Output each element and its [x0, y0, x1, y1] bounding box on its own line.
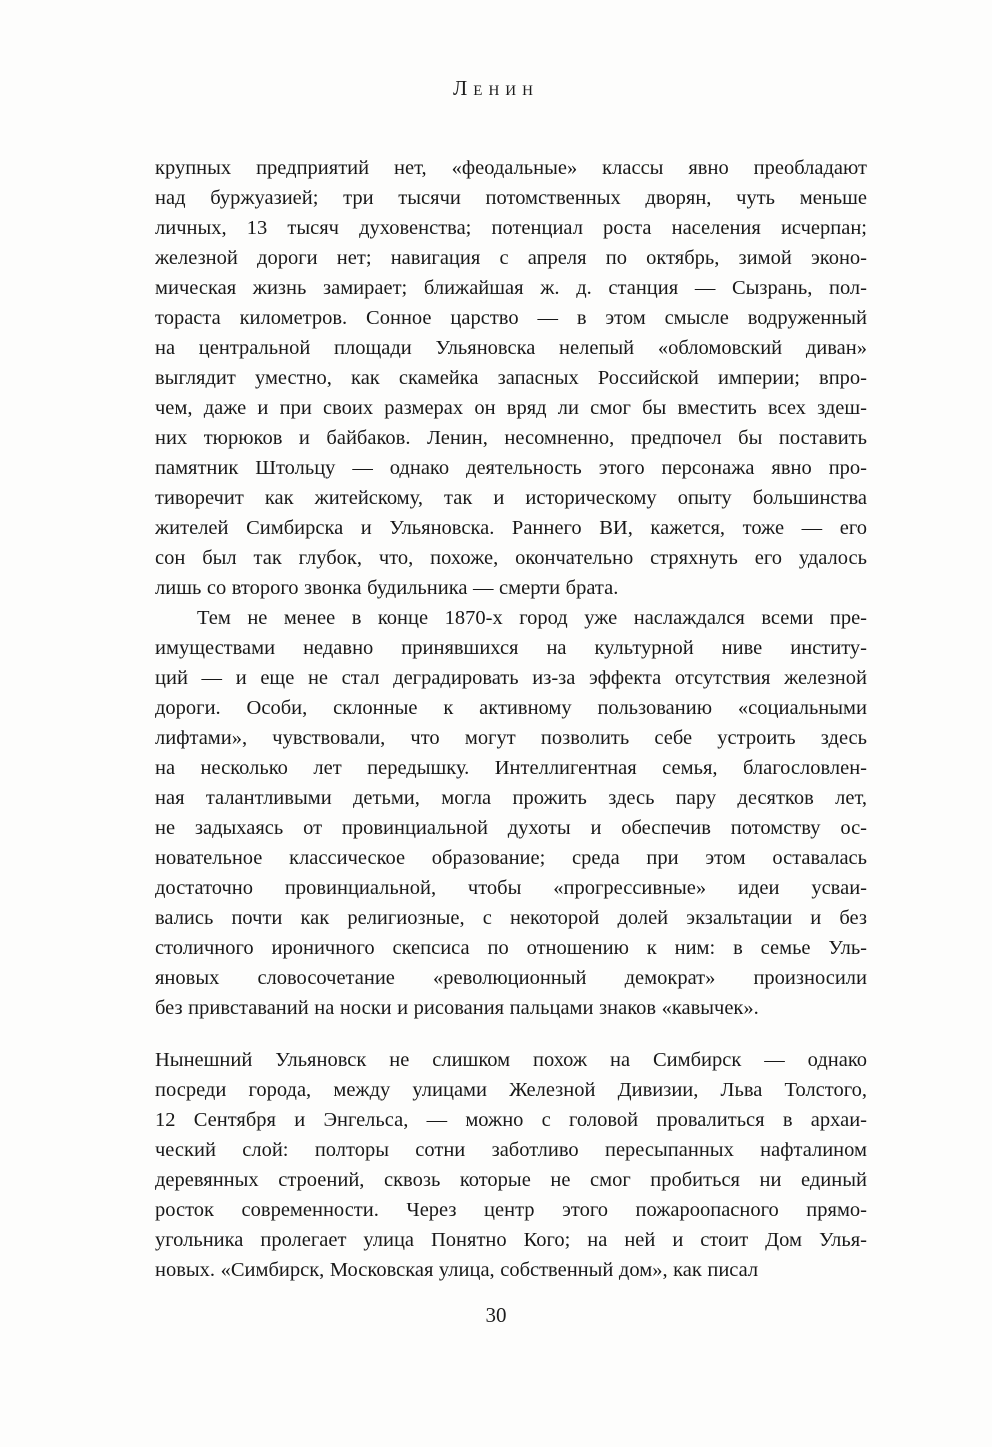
text-line: угольника пролегает улица Понятно Кого; на ней и стоит Дом Улья- — [155, 1229, 867, 1251]
text-line: росток современности. Через центр этого пожароопасного прямо- — [155, 1199, 867, 1221]
text-line: лишь со второго звонка будильника — смерти брата. — [155, 577, 619, 599]
paragraph — [155, 603, 867, 1023]
text-line: деревянных строений, сквозь которые не смог пробиться ни единый — [155, 1169, 867, 1191]
text-line: на несколько лет передышку. Интеллигентная семья, благословлен- — [155, 757, 867, 779]
text-line: мическая жизнь замирает; ближайшая ж. д. станция — Сызрань, пол- — [155, 277, 867, 299]
text-line: столичного ироничного скепсиса по отношению к ним: в семье Уль- — [155, 937, 867, 959]
text-line: на центральной площади Ульяновска нелепый «обломовский диван» — [155, 337, 867, 359]
text-line: имуществами недавно принявшихся на культурной ниве институ- — [155, 637, 867, 659]
text-line: Нынешний Ульяновск не слишком похож на Симбирск — однако — [155, 1049, 867, 1071]
text-line: без привставаний на носки и рисования пальцами знаков «кавычек». — [155, 997, 759, 1019]
text-line: посреди города, между улицами Железной Дивизии, Льва Толстого, — [155, 1079, 867, 1101]
paragraph — [155, 1045, 867, 1285]
text-line: выглядит уместно, как скамейка запасных Российской империи; впро- — [155, 367, 867, 389]
text-line: над буржуазией; три тысячи потомственных дворян, чуть меньше — [155, 187, 867, 209]
text-line: новых. «Симбирск, Московская улица, собственный дом», как писал — [155, 1259, 759, 1281]
text-line: ческий слой: полторы сотни заботливо пересыпанных нафталином — [155, 1139, 867, 1161]
text-line: не задыхаясь от провинциальной духоты и обеспечив потомству ос- — [155, 817, 867, 839]
text-line: новательное классическое образование; среда при этом оставалась — [155, 847, 867, 869]
text-line: жителей Симбирска и Ульяновска. Раннего ВИ, кажется, тоже — его — [155, 517, 867, 539]
text-line: чем, даже и при своих размерах он вряд ли смог бы вместить всех здеш- — [155, 397, 867, 419]
text-block — [155, 153, 867, 1285]
text-line: них тюрюков и байбаков. Ленин, несомненно, предпочел бы поставить — [155, 427, 867, 449]
text-line: тиворечит как житейскому, так и историческому опыту большинства — [155, 487, 867, 509]
text-line: ная талантливыми детьми, могла прожить здесь пару десятков лет, — [155, 787, 867, 809]
text-line: личных, 13 тысяч духовенства; потенциал роста населения исчерпан; — [155, 217, 867, 239]
text-line: достаточно провинциальной, чтобы «прогрессивные» идеи усваи- — [155, 877, 867, 899]
text-line: ций — и еще не стал деградировать из-за эффекта отсутствия железной — [155, 667, 867, 689]
text-line: крупных предприятий нет, «феодальные» классы явно преобладают — [155, 157, 867, 179]
running-head: Ленин — [453, 76, 539, 100]
text-line: железной дороги нет; навигация с апреля по октябрь, зимой эконо- — [155, 247, 867, 269]
text-line: лифтами», чувствовали, что могут позволить себе устроить здесь — [155, 727, 867, 749]
page-number: 30 — [485, 1303, 507, 1327]
text-line: сон был так глубок, что, похоже, окончательно стряхнуть его удалось — [155, 547, 867, 569]
paragraph — [155, 153, 867, 603]
text-line: вались почти как религиозные, с некоторой долей экзальтации и без — [155, 907, 867, 929]
text-line: Тем не менее в конце 1870-х город уже наслаждался всеми пре- — [197, 607, 867, 629]
text-line: яновых словосочетание «революционный демократ» произносили — [155, 967, 867, 989]
text-line: тораста километров. Сонное царство — в этом смысле водруженный — [155, 307, 867, 329]
text-line: дороги. Особи, склонные к активному пользованию «социальными — [155, 697, 867, 719]
text-line: памятник Штольцу — однако деятельность этого персонажа явно про- — [155, 457, 867, 479]
text-line: 12 Сентября и Энгельса, — можно с головой провалиться в архаи- — [155, 1109, 867, 1131]
